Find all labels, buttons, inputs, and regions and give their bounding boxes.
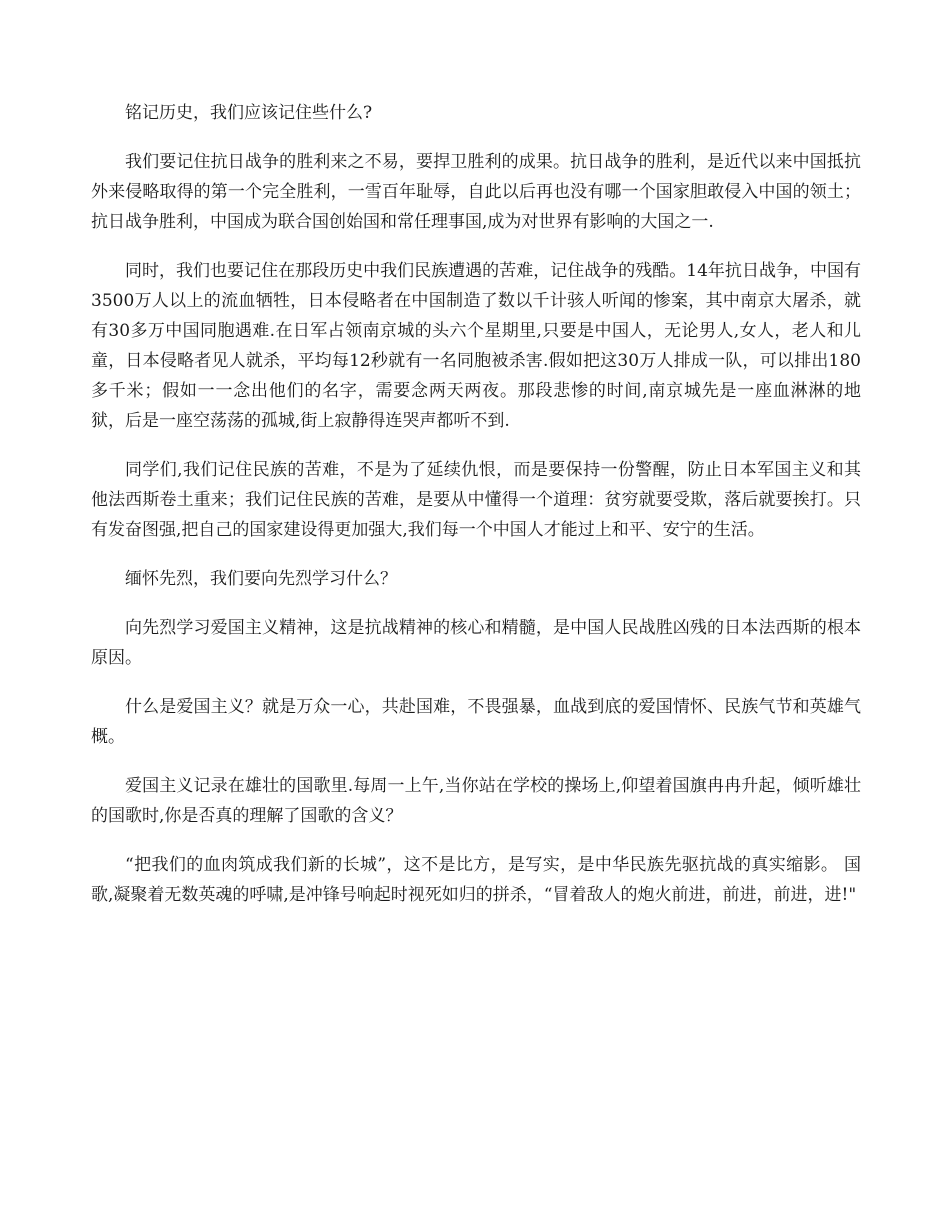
paragraph-patriotism: 向先烈学习爱国主义精神，这是抗战精神的核心和精髓，是中国人民战胜凶残的日本法西斯的根本原因。 [91,618,861,668]
document-body [91,98,861,929]
paragraph-students: 同学们,我们记住民族的苦难，不是为了延续仇恨，而是要保持一份警醒，防止日本军国主义和其他法西斯卷土重来；我们记住民族的苦难，是要从中懂得一个道理：贫穷就要受欺，落后就要挨打。只有发奋图强,把自己的国家建设得更加强大,我们每一个中国人才能过上和平、安宁的生活。 [91,460,861,540]
paragraph-what-is-patriotism: 什么是爱国主义？就是万众一心，共赴国难，不畏强暴，血战到底的爱国情怀、民族气节和英雄气概。 [91,697,861,747]
paragraph-great-wall: “把我们的血肉筑成我们新的长城”，这不是比方，是写实，是中华民族先驱抗战的真实缩影。 国歌,凝聚着无数英魂的呼啸,是冲锋号响起时视死如归的拼杀，“冒着敌人的炮火前进，前进，前进，进!" [91,855,861,905]
paragraph-heading-martyrs: 缅怀先烈，我们要向先烈学习什么？ [125,569,397,589]
paragraph-heading-history: 铭记历史，我们应该记住些什么? [125,103,373,123]
paragraph-suffering: 同时，我们也要记住在那段历史中我们民族遭遇的苦难，记住战争的残酷。14年抗日战争，中国有3500万人以上的流血牺牲，日本侵略者在中国制造了数以千计骇人听闻的惨案，其中南京大屠杀，就有30多万中国同胞遇难.在日军占领南京城的头六个星期里,只要是中国人，无论男人,女人，老人和儿童，日本侵略者见人就杀，平均每12秒就有一名同胞被杀害.假如把这30万人排成一队，可以排出180多千米；假如一一念出他们的名字，需要念两天两夜。那段悲惨的时间,南京城先是一座血淋淋的地狱，后是一座空荡荡的孤城,街上寂静得连哭声都听不到. [91,261,861,431]
paragraph-victory: 我们要记住抗日战争的胜利来之不易，要捍卫胜利的成果。抗日战争的胜利，是近代以来中国抵抗外来侵略取得的第一个完全胜利，一雪百年耻辱，自此以后再也没有哪一个国家胆敢侵入中国的领土；抗日战争胜利，中国成为联合国创始国和常任理事国,成为对世界有影响的大国之一. [91,152,861,232]
paragraph-anthem: 爱国主义记录在雄壮的国歌里.每周一上午,当你站在学校的操场上,仰望着国旗冉冉升起，倾听雄壮的国歌时,你是否真的理解了国歌的含义？ [91,776,861,826]
